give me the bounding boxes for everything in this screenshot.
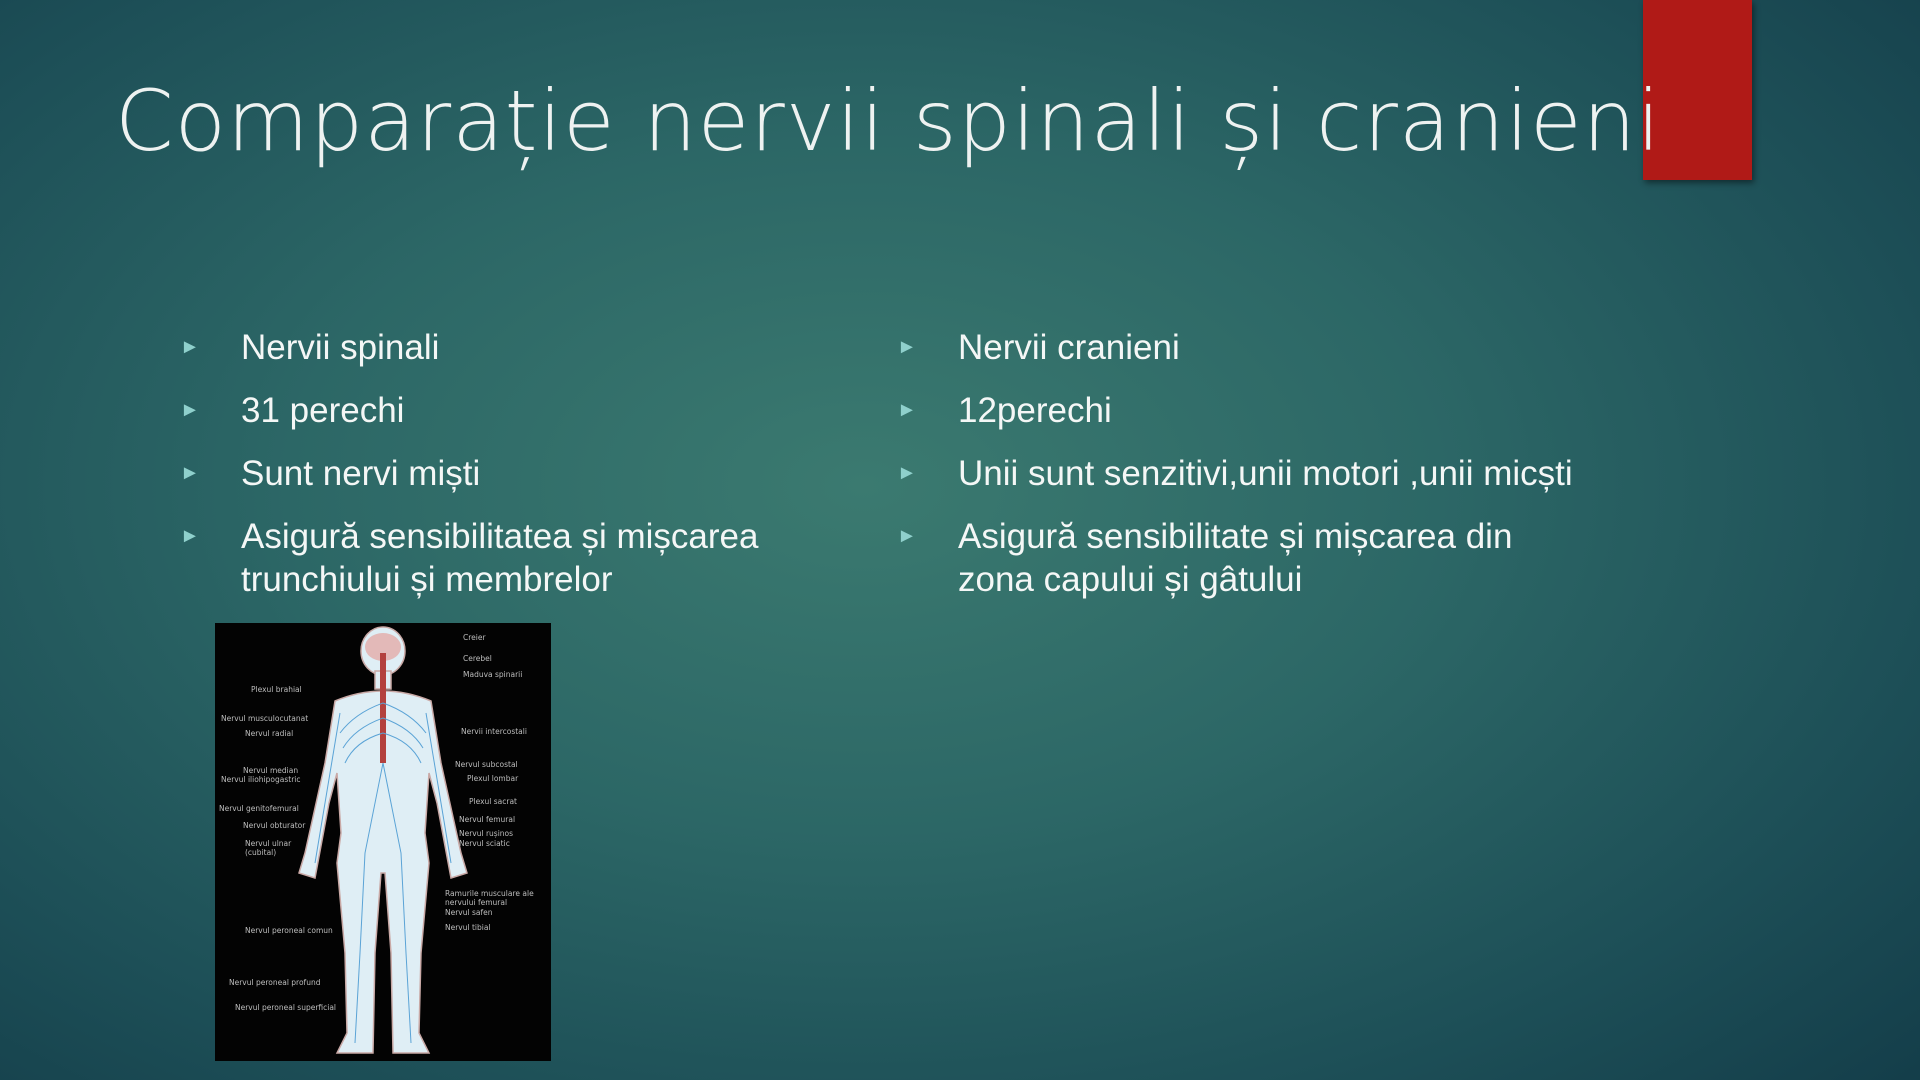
arrow-right-triangle-icon: ►	[897, 399, 917, 421]
list-item: ► Asigură sensibilitate și mișcarea din zona capului și gâtului	[897, 517, 1513, 599]
nervous-system-diagram: Creier Cerebel Maduva spinarii Plexul brahial Nervul musculocutanat Nervul radial Nervii intercostali Nervul subcostal Nervul median Nervul iliohipogastric Plexul lombar Plexul sacrat Nervul genitofemural Nervul obturator Nervul femural Nervul rușinos Nervul sciatic Nervul ulnar (cubital) Ramurile musculare ale nervului femural Nervul safen Nervul tibial Nervul peroneal comun Nervul peroneal profund Nervul peroneal superficial	[215, 623, 551, 1061]
arrow-right-triangle-icon: ►	[180, 462, 200, 484]
list-item: ► Unii sunt senzitivi,unii motori ,unii micști	[897, 454, 1573, 493]
arrow-right-triangle-icon: ►	[180, 399, 200, 421]
arrow-right-triangle-icon: ►	[897, 525, 917, 547]
list-item: ► Nervii spinali	[180, 328, 440, 367]
slide-title: Comparație nervii spinali și cranieni	[115, 72, 1662, 170]
arrow-right-triangle-icon: ►	[897, 462, 917, 484]
list-item: ► Sunt nervi miști	[180, 454, 481, 493]
list-item: ► Asigură sensibilitatea și mișcarea trunchiului și membrelor	[180, 517, 759, 599]
arrow-right-triangle-icon: ►	[180, 336, 200, 358]
arrow-right-triangle-icon: ►	[180, 525, 200, 547]
list-item: ► Nervii cranieni	[897, 328, 1180, 367]
list-item: ► 31 perechi	[180, 391, 405, 430]
list-item: ► 12perechi	[897, 391, 1112, 430]
arrow-right-triangle-icon: ►	[897, 336, 917, 358]
cranial-nerves-list	[897, 326, 1597, 621]
spinal-nerves-list	[180, 326, 900, 621]
